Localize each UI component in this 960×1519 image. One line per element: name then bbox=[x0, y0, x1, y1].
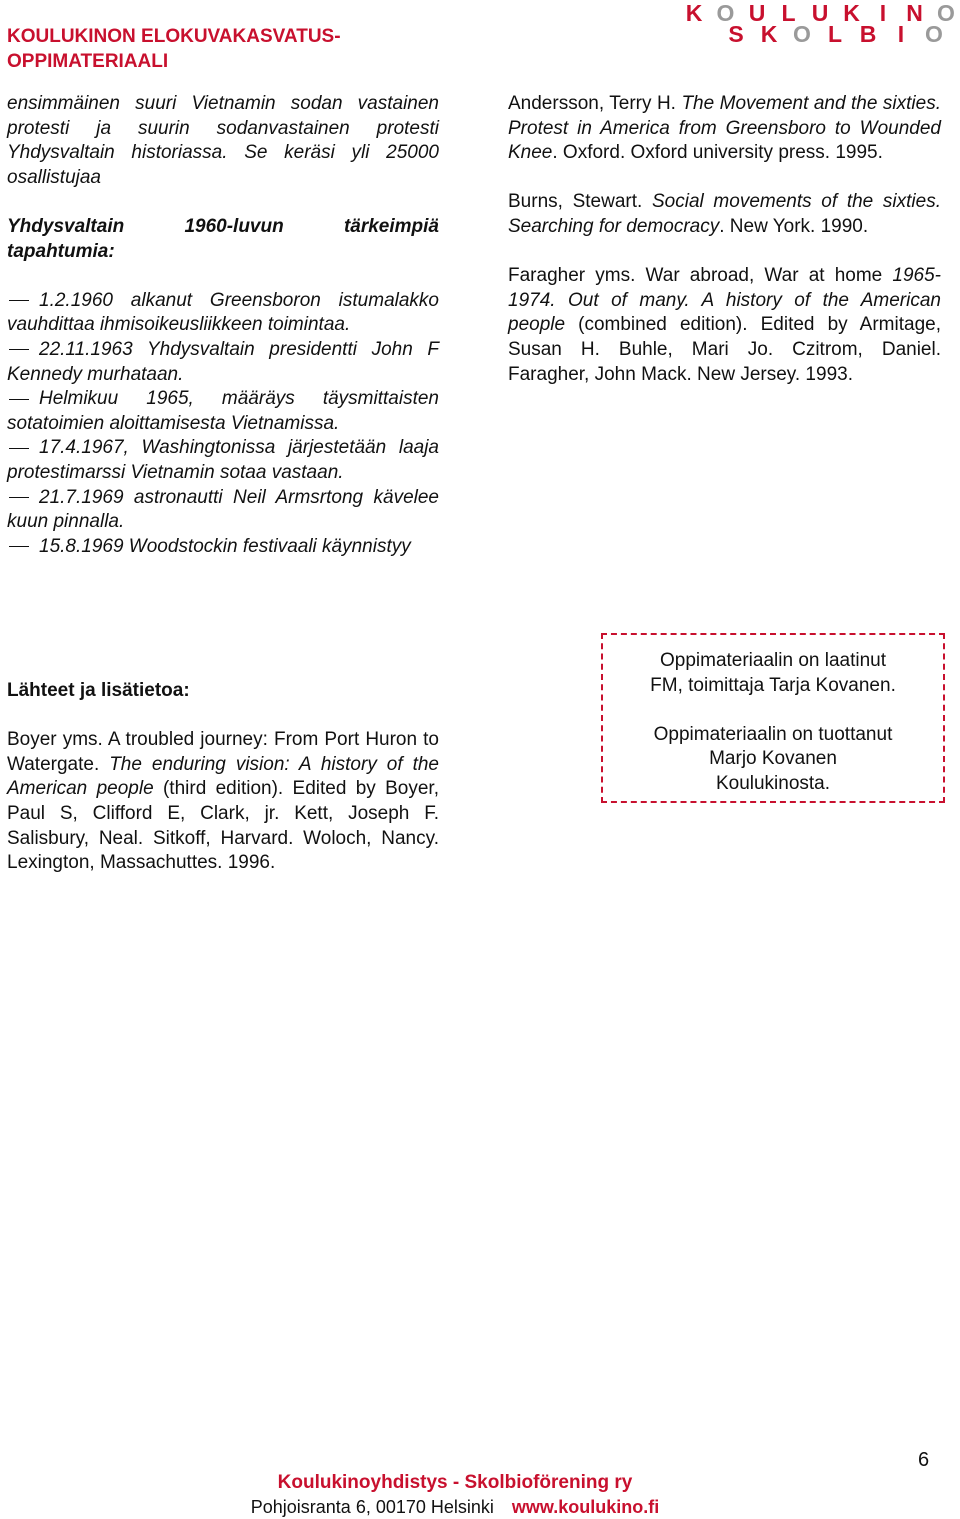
credit-box bbox=[601, 633, 945, 803]
footer-address: Pohjoisranta 6, 00170 Helsinki bbox=[250, 1497, 494, 1517]
page-number: 6 bbox=[918, 1449, 930, 1471]
right-column bbox=[508, 92, 941, 387]
sources-section bbox=[7, 679, 439, 876]
sources-title: Lähteet ja lisätietoa: bbox=[7, 680, 190, 701]
credit-line: Marjo Kovanen bbox=[709, 748, 837, 770]
footer-website-link[interactable]: www.koulukino.fi bbox=[511, 1497, 660, 1517]
reference-burns: Burns, Stewart. Social movements of the sixties. Searching for democracy. New York. 1990. bbox=[508, 191, 941, 237]
events-heading: Yhdysvaltain 1960-luvun tärkeimpiä tapahtumia: bbox=[7, 215, 439, 262]
intro-paragraph: ensimmäinen suuri Vietnamin sodan vastainen protesti ja suurin sodanvastainen protesti Yhdysvaltain historiassa. Se keräsi yli 25000 osallistujaa bbox=[7, 93, 439, 188]
dash-bullet bbox=[9, 349, 29, 350]
list-item: 15.8.1969 Woodstockin festivaali käynnistyy bbox=[7, 535, 439, 560]
left-column bbox=[7, 92, 439, 559]
reference-andersson: Andersson, Terry H. The Movement and the sixties. Protest in America from Greensboro to Wounded Knee. Oxford. Oxford university press. 1995. bbox=[508, 93, 941, 164]
reference-boyer: Boyer yms. A troubled journey: From Port Huron to Watergate. The enduring vision: A history of the American people (third edition). Edited by Boyer, Paul S, Clifford E, Clark, jr. Kett, Joseph F. Salisbury, Neal. Sitkoff, Harvard. Woloch, Nancy. Lexington, Massachuttes. 1996. bbox=[7, 729, 440, 874]
credit-line: Koulukinosta. bbox=[715, 772, 831, 794]
credit-line: Oppimateriaalin on laatinut bbox=[659, 650, 887, 671]
logo-top-row: K O U L U K I N O bbox=[685, 0, 955, 26]
document-header-title: KOULUKINON ELOKUVAKASVATUS-OPPIMATERIAALI bbox=[7, 26, 341, 72]
dash-bullet bbox=[9, 399, 29, 400]
logo-bottom-row: S K O L B I O bbox=[728, 21, 943, 47]
koulukino-logo bbox=[682, 0, 958, 47]
dash-bullet bbox=[9, 497, 29, 498]
list-item: 17.4.1967, Washingtonissa järjestetään laaja protestimarssi Vietnamin sotaa vastaan. bbox=[7, 437, 439, 483]
events-list bbox=[7, 289, 439, 560]
reference-faragher: Faragher yms. War abroad, War at home 1965-1974. Out of many. A history of the American people (combined edition). Edited by Armitage, Susan H. Buhle, Mari Jo. Czitrom, Daniel. Faragher, John Mack. New Jersey. 1993. bbox=[508, 265, 941, 385]
page-footer bbox=[0, 1471, 960, 1519]
list-item: 1.2.1960 alkanut Greensboron istumalakko vauhdittaa ihmisoikeusliikkeen toimintaa. bbox=[7, 289, 439, 336]
footer-organization: Koulukinoyhdistys - Skolbioförening ry bbox=[277, 1472, 633, 1493]
list-item: 21.7.1969 astronautti Neil Armsrtong kävelee kuun pinnalla. bbox=[7, 486, 439, 533]
dash-bullet bbox=[9, 546, 29, 547]
footer-address-line bbox=[0, 1495, 960, 1519]
dash-bullet bbox=[9, 448, 29, 449]
credit-line: FM, toimittaja Tarja Kovanen. bbox=[650, 674, 896, 696]
list-item: 22.11.1963 Yhdysvaltain presidentti John F Kennedy murhataan. bbox=[7, 338, 439, 385]
dash-bullet bbox=[9, 300, 29, 301]
list-item: Helmikuu 1965, määräys täysmittaisten sotatoimien aloittamisesta Vietnamissa. bbox=[7, 388, 439, 434]
credit-line: Oppimateriaalin on tuottanut bbox=[653, 723, 893, 745]
